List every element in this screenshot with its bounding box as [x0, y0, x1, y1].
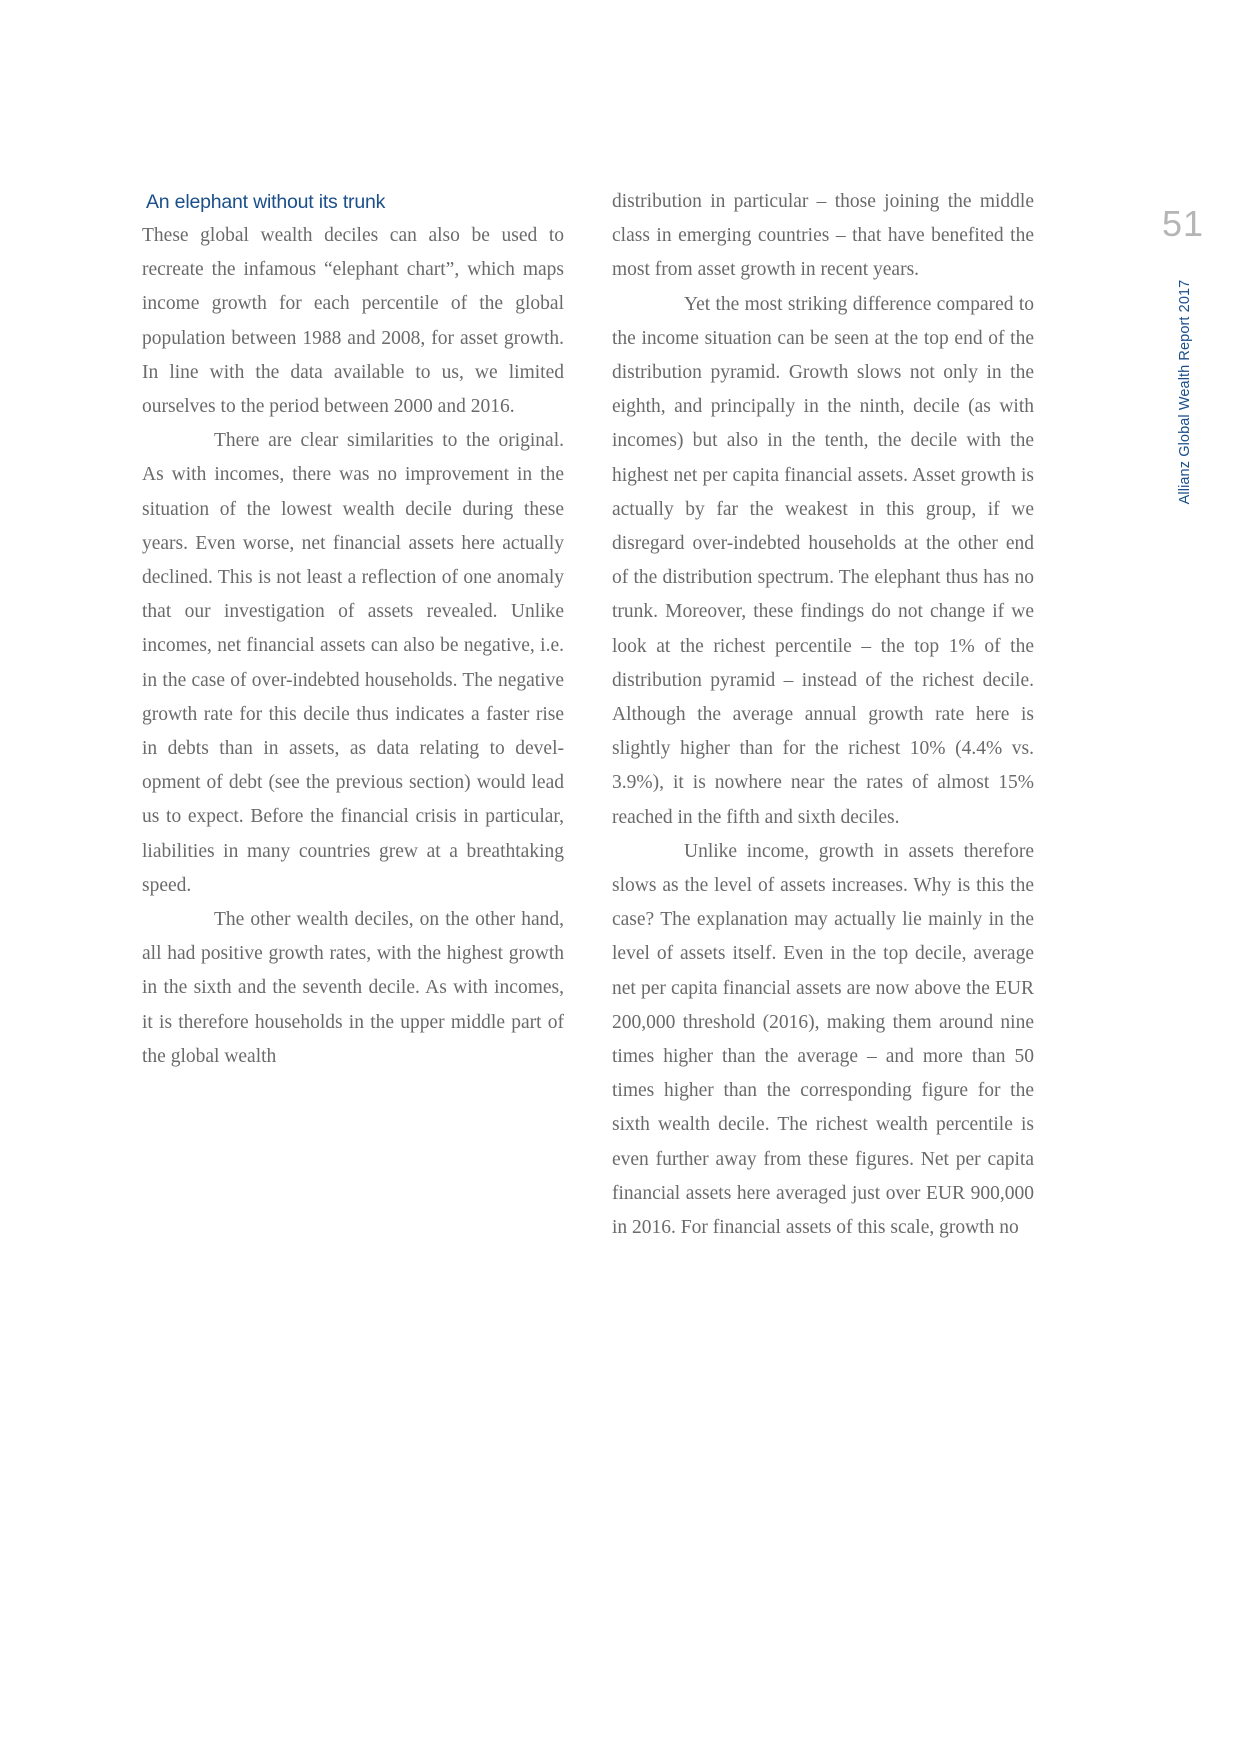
paragraph: The other wealth deciles, on the other hand, all had positive growth rates, with the highest growth in the sixth and the seventh decile. As with incomes, it is therefore households in the upper middle part of the global wealth: [142, 909, 564, 1067]
paragraph: These global wealth deciles can also be used to recreate the infamous “elephant chart”, which maps income growth for each percentile of the global population between 1988 and 2008, for asset growth. In line with the data available to us, we limited ourselves to the period between 2000 and 2016.: [142, 225, 564, 418]
paragraph: Unlike income, growth in assets therefore slows as the level of assets increases. Why is this the case? The explanation may actually lie mainly in the level of assets itself. Even in the top decile, average net per capita financial assets are now above the EUR 200,000 threshold (2016), making them around nine times higher than the average – and more than 50 times higher than the corresponding figure for the sixth wealth decile. The richest wealth percentile is even further away from these figures. Net per capita financial assets here averaged just over EUR 900,000 in 2016. For financial assets of this scale, growth no: [612, 840, 1034, 1239]
paragraph: Yet the most striking difference compared to the income situation can be seen at the top end of the distribution pyramid. Growth slows not only in the eighth, and principally in the ninth, decile (as with incomes) but also in the tenth, the decile with the highest net per capita financial assets. Asset growth is actually by far the weakest in this group, if we disregard over-indebted households at the other end of the distribution spectrum. The elephant thus has no trunk. Moreover, these findings do not change if we look at the richest percentile – the top 1% of the distribution pyramid – instead of the richest decile. Although the average annual growth rate here is slightly higher than for the richest 10% (4.4% vs. 3.9%), it is nowhere near the rates of almost 15% reached in the fifth and sixth deciles.: [612, 293, 1034, 828]
left-column: [142, 185, 564, 1074]
page-number: 51: [1162, 203, 1205, 244]
paragraph: There are clear similarities to the original. As with incomes, there was no improvement in the situation of the lowest wealth decile during these years. Even worse, net financial assets here actually declined. This is not least a reflection of one anomaly that our investigation of assets revealed. Unlike incomes, net financial assets can also be negative, i.e. in the case of over-indebted households. The negative growth rate for this decile thus indicates a faster rise in debts than in assets, as data relating to development of debt (see the previous section) would lead us to expect. Before the financial crisis in particular, liabilities in many countries grew at a breathtaking speed.: [142, 430, 564, 896]
right-column: [612, 185, 1034, 1245]
paragraph: distribution in particular – those joining the middle class in emerging countries – that have benefited the most from asset growth in recent years.: [612, 191, 1034, 281]
section-heading: An elephant without its trunk: [146, 191, 386, 213]
report-title-side-label: Allianz Global Wealth Report 2017: [1177, 279, 1193, 505]
